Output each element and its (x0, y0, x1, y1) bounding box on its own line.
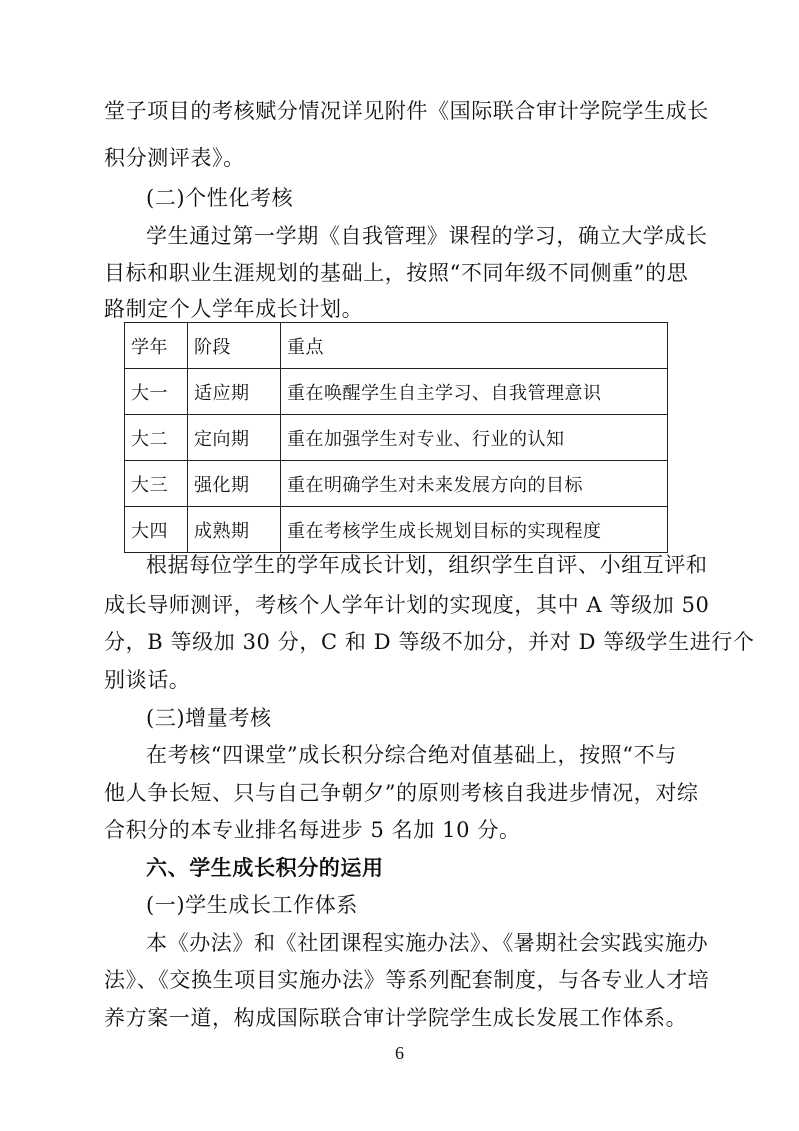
table-header-cell: 重点 (281, 323, 668, 369)
paragraph-line: 路制定个人学年成长计划。 (104, 297, 364, 321)
subsection-heading-personal: (二)个性化考核 (146, 186, 294, 210)
paragraph-line: 在考核“四课堂”成长积分综合绝对值基础上，按照“不与 (146, 743, 677, 767)
table-row (125, 415, 668, 461)
table-cell: 大四 (125, 507, 188, 553)
page-number: 6 (395, 1043, 404, 1063)
paragraph-line: 学生通过第一学期《自我管理》课程的学习，确立大学成长 (146, 224, 708, 248)
table-cell: 重在考核学生成长规划目标的实现程度 (281, 507, 668, 553)
paragraph-line: 根据每位学生的学年成长计划，组织学生自评、小组互评和 (146, 553, 708, 577)
table-cell: 适应期 (188, 369, 281, 415)
table-cell: 重在加强学生对专业、行业的认知 (281, 415, 668, 461)
paragraph-line: 他人争长短、只与自己争朝夕”的原则考核自我进步情况，对综 (104, 781, 699, 805)
paragraph-line: 积分测评表》。 (104, 146, 245, 170)
table-cell: 成熟期 (188, 507, 281, 553)
growth-plan-table (124, 322, 668, 553)
table-cell: 定向期 (188, 415, 281, 461)
subsection-heading-increment: (三)增量考核 (146, 706, 272, 730)
table-header-row (125, 323, 668, 369)
paragraph-line: 目标和职业生涯规划的基础上，按照“不同年级不同侧重”的思 (104, 261, 689, 285)
table-cell: 大二 (125, 415, 188, 461)
table-row (125, 461, 668, 507)
subsection-heading-system: (一)学生成长工作体系 (146, 893, 358, 917)
table-cell: 重在明确学生对未来发展方向的目标 (281, 461, 668, 507)
paragraph-line: 成长导师测评，考核个人学年计划的实现度，其中 A 等级加 50 (104, 593, 710, 617)
table-row (125, 369, 668, 415)
table-header-cell: 阶段 (188, 323, 281, 369)
table-cell: 大一 (125, 369, 188, 415)
paragraph-line: 别谈话。 (104, 668, 191, 692)
paragraph-line: 本《办法》和《社团课程实施办法》、《暑期社会实践实施办 (146, 931, 709, 955)
section-heading-6: 六、学生成长积分的运用 (146, 855, 384, 880)
table-row (125, 507, 668, 553)
paragraph-line: 堂子项目的考核赋分情况详见附件《国际联合审计学院学生成长 (104, 99, 709, 123)
table-cell: 大三 (125, 461, 188, 507)
paragraph-line: 法》、《交换生项目实施办法》等系列配套制度，与各专业人才培 (104, 968, 710, 992)
paragraph-line: 分，B 等级加 30 分，C 和 D 等级不加分，并对 D 等级学生进行个 (104, 630, 755, 654)
table-cell: 重在唤醒学生自主学习、自我管理意识 (281, 369, 668, 415)
paragraph-line: 养方案一道，构成国际联合审计学院学生成长发展工作体系。 (104, 1006, 688, 1030)
table-cell: 强化期 (188, 461, 281, 507)
paragraph-line: 合积分的本专业排名每进步 5 名加 10 分。 (104, 818, 521, 842)
table-header-cell: 学年 (125, 323, 188, 369)
